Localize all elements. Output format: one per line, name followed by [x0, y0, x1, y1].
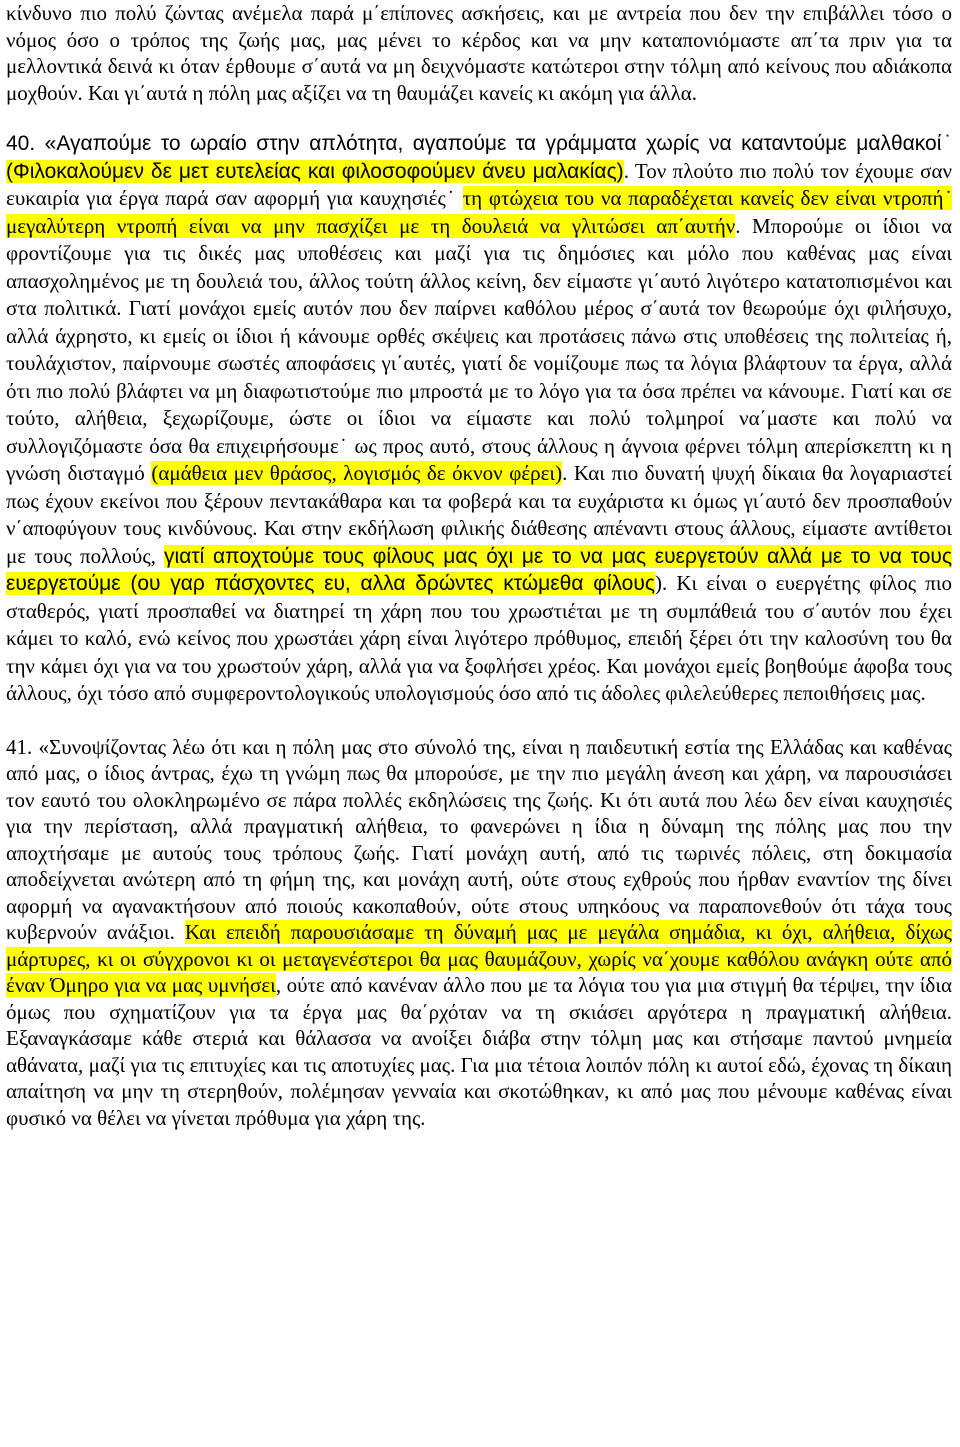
- paragraph-40: [6, 131, 952, 708]
- plain-text: ). Κι είναι ο ευεργέτης φίλος πιο σταθερός, γιατί προσπαθεί να διατηρεί τη χάρη που του χρωστιέται με τη συμπάθειά του σ΄αυτόν που έχει κάμει το καλό, ενώ κείνος που χρωστάει χάρη είναι λιγότερο πρόθυμος, επειδή ξέρει ότι την καλοσύνη του θα την κάμει όχι για να του χρωστούν χάρη, αλλά για να ξοφλήσει χρέος. Και μονάχοι εμείς βοηθούμε άφοβα τους άλλους, όχι τόσο από συμφεροντολογικούς υπολογισμούς όσο από τις άδολες φιλελεύθερες πεποιθήσεις μας.: [6, 571, 952, 705]
- plain-text: 41. «Συνοψίζοντας λέω ότι και η πόλη μας στο σύνολό της, είναι η παιδευτική εστία της Ελλάδας και καθένας από μας, ο ίδιος άντρας, έχω τη γνώμη πως θα μπορούσε, με την πιο μεγάλη άνεση και χάρη, να παρουσιάσει τον εαυτό του ολοκληρωμένο σε πάρα πολλές εκδηλώσεις της ζωής. Κι ότι αυτά που λέω δεν είναι καυχησιές για την περίσταση, αλλά πραγματική αλήθεια, το φανερώνει η ίδια η δύναμη της πόλης μας που την αποχτήσαμε με αυτούς τους τρόπους ζωής. Γιατί μονάχη αυτή, από τις τωρινές πόλεις, στη δοκιμασία αποδείχνεται ανώτερη από τη φήμη της, και μονάχη αυτή, ούτε στους εχθρούς που ήρθαν εναντίον της δίνει αφορμή να αγανακτήσουν από ποιούς κακοπαθούν, ούτε στους υπηκόους να παραπονεθούν ότι τάχα τους κυβερνούν ανάξιοι.: [6, 734, 952, 944]
- highlighted-text: Και επειδή παρουσιάσαμε τη δύναμή μας με μεγάλα σημάδια, κι όχι, αλήθεια, δίχως μάρτυρες, κι οι σύγχρονοι κι οι μεταγενέστεροι θα μας θαυμάζουν, χωρίς να΄χουμε καθόλου ανάγκη ούτε από έναν Όμηρο για να μας υμνήσει: [6, 920, 953, 997]
- plain-text: . Μπορούμε οι ίδιοι να φροντίζουμε για τις δικές μας υποθέσεις και μαζί για τις δημόσιες και μόλο που καθένας μας είναι απασχολημένος με τη δουλειά του, άλλος τούτη άλλος κείνη, δεν είμαστε γι΄αυτό λιγότερο κατατοπισμένοι και στα πολιτικά. Γιατί μονάχοι εμείς αυτόν που δεν παίρνει καθόλου μέρος σ΄αυτά τον θεωρούμε όχι φιλήσυχο, αλλά άχρηστο, κι εμείς οι ίδιοι ή κάνουμε ορθές σκέψεις και προτάσεις πάνω στις υποθέσεις της πολιτείας ή, τουλάχιστον, παίρνουμε σωστές αποφάσεις γι΄αυτές, γιατί δε νομίζουμε πως τα λόγια βλάφτουν τα έργα, αλλά ότι πιο πολύ βλάφτει να μη διαφωτιστούμε πιο μπροστά με το λόγο για τα όσα πρέπει να κάνουμε. Γιατί και σε τούτο, αλήθεια, ξεχωρίζουμε, ώστε οι ίδιοι να είμαστε και πολύ τολμηροί να΄μαστε και πολύ να συλλογιζόμαστε όσα θα επιχειρήσουμε˙ ως προς αυτό, στους άλλους η άγνοια φέρνει τόλμη απερίσκεπτη κι η γνώση δισταγμό: [6, 213, 952, 485]
- paragraph-39-end: [6, 0, 952, 106]
- plain-text: 40. «Αγαπούμε το ωραίο στην απλότητα, αγαπούμε τα γράμματα χωρίς να καταντούμε μαλθακοί˙: [6, 132, 952, 155]
- plain-text: , ούτε από κανέναν άλλο που με τα λόγια του για μια στιγμή θα τέρψει, την ίδια όμως που σχηματίζουν για τα έργα μας θα΄ρχόταν να τη σκιάσει αργότερα η πραγματική αλήθεια. Εξαναγκάσαμε κάθε στεριά και θάλασσα να ανοίξει διάβα στην τόλμη μας και στήσαμε παντού μνημεία αθάνατα, μαζί για τις επιτυχίες και τις αποτυχίες μας. Για μια τέτοια λοιπόν πόλη κι αυτοί εδώ, έχονας τη δίκαιη απαίτηση να μην τη στερηθούν, πολέμησαν γενναία και σκοτώθηκαν, κι από μας που μένουμε καθένας είναι φυσικό να θέλει να γίνεται πρόθυμα για χάρη της.: [6, 973, 952, 1130]
- highlighted-text: (Φιλοκαλούμεν δε μετ ευτελείας και φιλοσοφούμεν άνευ μαλακίας): [6, 159, 624, 183]
- paragraph-text: κίνδυνο πιο πολύ ζώντας ανέμελα παρά μ΄επίπονες ασκήσεις, και με αντρεία που δεν την επιβάλλει τόσο ο νόμος όσο ο τρόπος της ζωής μας, μας μένει το κέρδος και να μην καταπονιόμαστε απ΄τα πριν για τα μελλοντικά δεινά κι όταν έρθουμε σ΄αυτά να μη δειχνόμαστε κατώτεροι στην τόλμη από κείνους που αδιάκοπα μοχθούν. Και γι΄αυτά η πόλη μας αξίζει να τη θαυμάζει κανείς κι ακόμη για άλλα.: [6, 1, 952, 105]
- plain-text: . Τον πλούτο πιο πολύ τον έχουμε σαν ευκαιρία για έργα παρά σαν αφορμή για καυχησιές˙: [6, 158, 952, 210]
- highlighted-text: (αμάθεια μεν θράσος, λογισμός δε όκνον φέρει): [151, 461, 563, 485]
- plain-text: . Και πιο δυνατή ψυχή δίκαια θα λογαριαστεί πως έχουν εκείνοι που ξέρουν πεντακάθαρα και τα φοβερά και τα ευχάριστα κι όμως γι΄αυτό δεν προσπαθούν ν΄αποφύγουν τους κινδύνους. Και στην εκδήλωση φιλικής διάθεσης απέναντι στους άλλους, είμαστε αντίθετοι με τους πολλούς,: [6, 461, 952, 568]
- highlighted-text: τη φτώχεια του να παραδέχεται κανείς δεν είναι ντροπή˙ μεγαλύτερη ντροπή είναι να μην πασχίζει με τη δουλειά να γλιτώσει απ΄αυτήν: [6, 186, 952, 238]
- highlighted-text: γιατί αποχτούμε τους φίλους μας όχι με το να μας ευεργετούν αλλά με το να τους ευεργετούμε (ου γαρ πάσχοντες ευ, αλλα δρώντες κτώμεθα φίλους: [6, 544, 952, 595]
- paragraph-gap: [6, 708, 952, 734]
- paragraph-gap: [6, 106, 952, 131]
- paragraph-41: [6, 734, 952, 1132]
